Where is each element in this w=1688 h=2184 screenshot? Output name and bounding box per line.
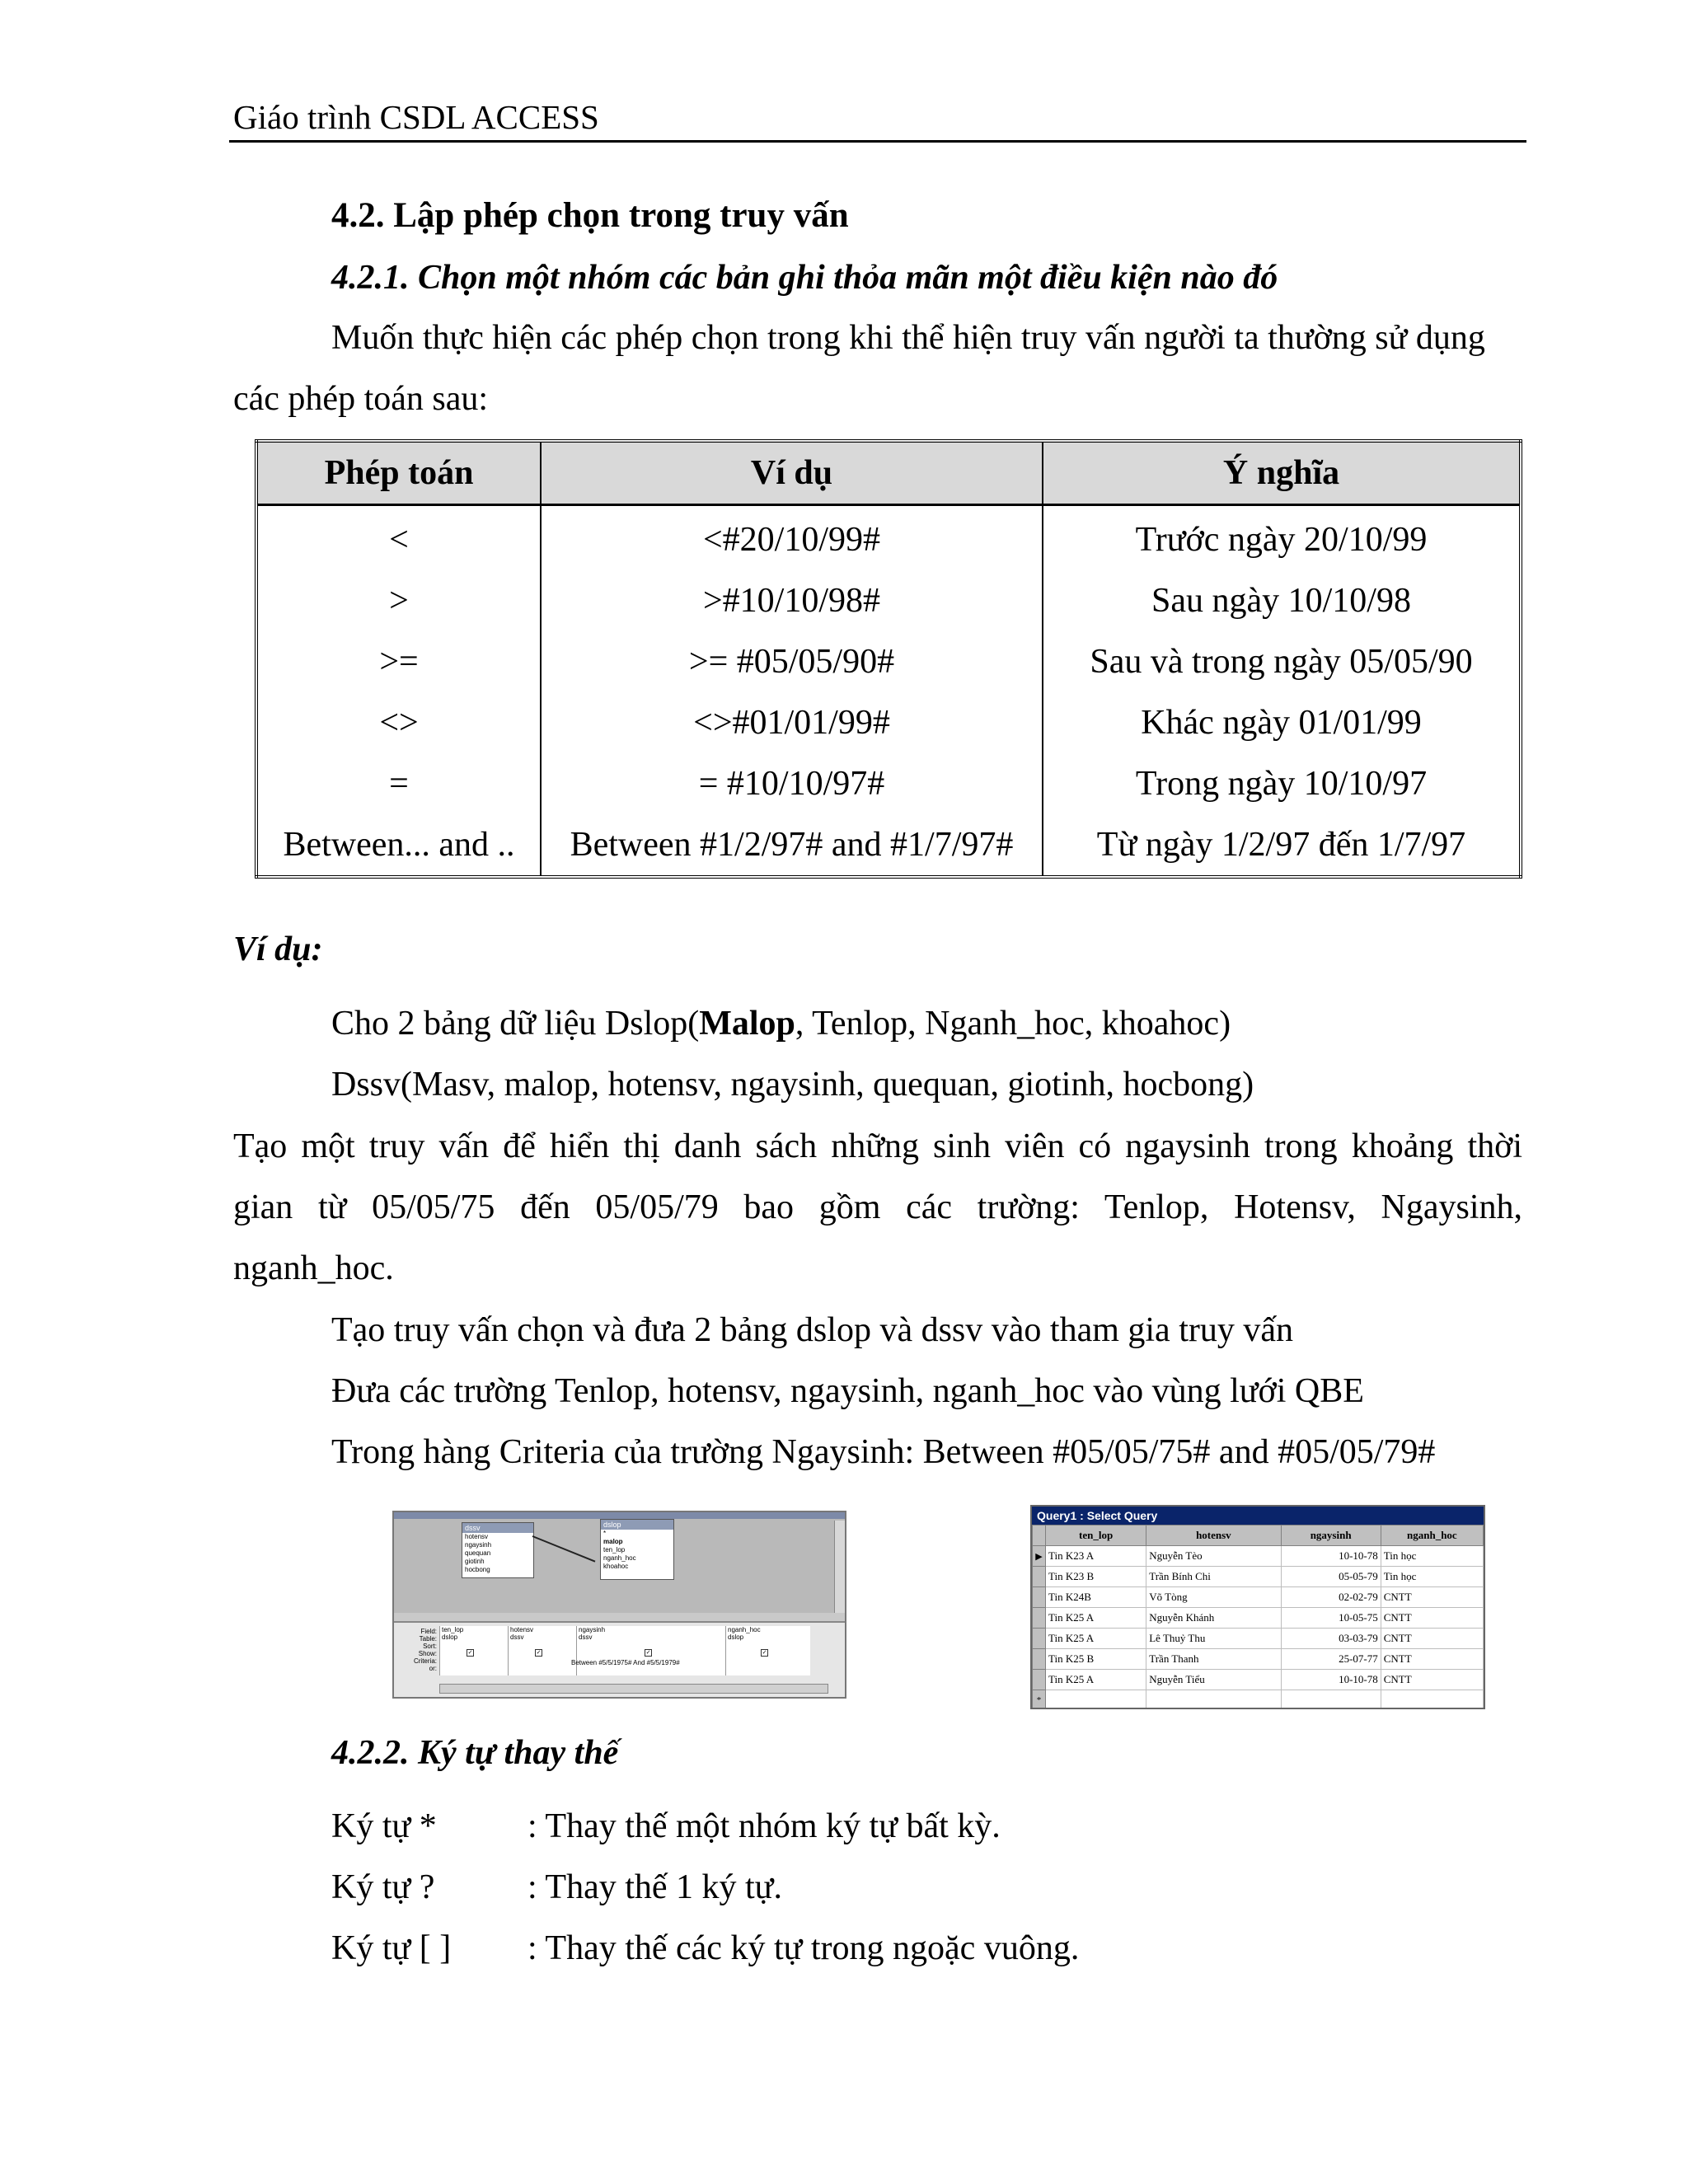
operator-cell: Between... and .. bbox=[256, 814, 541, 877]
record-selector[interactable] bbox=[1033, 1587, 1046, 1608]
query-result-screenshot bbox=[1030, 1505, 1485, 1709]
example-cell: = #10/10/97# bbox=[541, 753, 1043, 814]
cell: Tin học bbox=[1381, 1546, 1483, 1567]
cell: Tin K25 A bbox=[1046, 1608, 1146, 1629]
record-selector[interactable]: ▶ bbox=[1033, 1546, 1046, 1567]
show-checkbox[interactable]: ✓ bbox=[467, 1650, 473, 1656]
field-item: giotinh bbox=[465, 1558, 485, 1565]
table-box-title: dssv bbox=[462, 1523, 533, 1533]
operators-table bbox=[255, 439, 1522, 879]
row-label: Field: bbox=[420, 1628, 437, 1635]
new-record-selector[interactable]: * bbox=[1033, 1690, 1046, 1710]
table-row bbox=[256, 814, 1521, 877]
table-row[interactable] bbox=[1033, 1629, 1484, 1649]
column-header[interactable]: ten_lop bbox=[1046, 1526, 1146, 1546]
cell: Tin K23 A bbox=[1046, 1546, 1146, 1567]
field-item: ngaysinh bbox=[465, 1541, 492, 1549]
task-line-2: gian từ 05/05/75 đến 05/05/79 bao gồm các trường: Tenlop, Hotensv, Ngaysinh, bbox=[233, 1188, 1522, 1226]
cell: 05-05-79 bbox=[1281, 1567, 1381, 1587]
show-checkbox[interactable]: ✓ bbox=[536, 1650, 542, 1656]
operator-cell: < bbox=[256, 505, 541, 571]
example-cell: <#20/10/99# bbox=[541, 505, 1043, 571]
meaning-cell: Sau ngày 10/10/98 bbox=[1151, 582, 1411, 620]
column-header[interactable]: nganh_hoc bbox=[1381, 1526, 1483, 1546]
wildcard-desc: : Thay thế một nhóm ký tự bất kỳ. bbox=[528, 1807, 1001, 1845]
cell: 03-03-79 bbox=[1281, 1629, 1381, 1649]
intro-line-2: các phép toán sau: bbox=[233, 380, 489, 418]
operator-cell: > bbox=[256, 570, 541, 631]
table-row[interactable] bbox=[1033, 1587, 1484, 1608]
result-table bbox=[1032, 1525, 1484, 1709]
criteria-cell[interactable]: Between #5/5/1975# And #5/5/1979# bbox=[571, 1659, 680, 1666]
wildcard-symbol: Ký tự ? bbox=[331, 1868, 435, 1906]
cell: Trần Bính Chi bbox=[1146, 1567, 1281, 1587]
cell: CNTT bbox=[1381, 1587, 1483, 1608]
cell: Tin K25 A bbox=[1046, 1629, 1146, 1649]
cell[interactable] bbox=[1281, 1690, 1381, 1710]
grid-column[interactable] bbox=[439, 1626, 508, 1675]
relationship-line bbox=[532, 1535, 596, 1563]
field-item: * bbox=[603, 1530, 607, 1537]
cell[interactable] bbox=[1146, 1690, 1281, 1710]
table-row bbox=[256, 505, 1521, 571]
table-cell: dslop bbox=[728, 1633, 744, 1641]
cell: CNTT bbox=[1381, 1608, 1483, 1629]
table-row bbox=[256, 692, 1521, 753]
cell: CNTT bbox=[1381, 1649, 1483, 1670]
table-cell: dslop bbox=[442, 1633, 458, 1641]
column-header[interactable]: ngaysinh bbox=[1281, 1526, 1381, 1546]
cell[interactable] bbox=[1381, 1690, 1483, 1710]
header-rule bbox=[229, 140, 1526, 143]
horizontal-scrollbar[interactable] bbox=[439, 1684, 828, 1694]
table-box-title: dslop bbox=[601, 1520, 673, 1530]
result-header-row bbox=[1033, 1526, 1484, 1546]
field-cell: hotensv bbox=[510, 1626, 534, 1633]
page-header: Giáo trình CSDL ACCESS bbox=[233, 98, 599, 136]
table-box-dslop bbox=[600, 1519, 674, 1580]
row-label: Show: bbox=[418, 1650, 437, 1657]
row-label: Table: bbox=[419, 1635, 437, 1643]
cell: Tin K25 B bbox=[1046, 1649, 1146, 1670]
cell: CNTT bbox=[1381, 1670, 1483, 1690]
vertical-scrollbar[interactable] bbox=[834, 1521, 845, 1613]
field-item: quequan bbox=[465, 1549, 491, 1557]
field-item: hocbong bbox=[465, 1566, 490, 1573]
field-item: ten_lop bbox=[603, 1546, 626, 1554]
window-title: Query1 : Select Query bbox=[1032, 1507, 1484, 1525]
task-line-1: Tạo một truy vấn để hiển thị danh sách những sinh viên có ngaysinh trong khoảng thời bbox=[233, 1127, 1522, 1165]
cell: Trần Thanh bbox=[1146, 1649, 1281, 1670]
cell: Tin K25 A bbox=[1046, 1670, 1146, 1690]
cell: 10-10-78 bbox=[1281, 1546, 1381, 1567]
meaning-cell: Sau và trong ngày 05/05/90 bbox=[1090, 643, 1473, 681]
field-cell: ten_lop bbox=[442, 1626, 464, 1633]
task-line-3: nganh_hoc. bbox=[233, 1249, 394, 1287]
section-heading: 4.2. Lập phép chọn trong truy vấn bbox=[331, 196, 849, 235]
operator-cell: >= bbox=[256, 631, 541, 692]
intro-line-1: Muốn thực hiện các phép chọn trong khi thể hiện truy vấn người ta thường sử dụng bbox=[331, 319, 1485, 357]
operator-cell: <> bbox=[256, 692, 541, 753]
column-header: Ý nghĩa bbox=[1043, 441, 1521, 505]
meaning-cell: Khác ngày 01/01/99 bbox=[1141, 704, 1422, 742]
cell: 02-02-79 bbox=[1281, 1587, 1381, 1608]
example-line-1 bbox=[331, 993, 1231, 1054]
example-cell: <>#01/01/99# bbox=[541, 692, 1043, 753]
new-record-row[interactable] bbox=[1033, 1690, 1484, 1710]
wildcard-symbol: Ký tự * bbox=[331, 1807, 437, 1845]
cell: 25-07-77 bbox=[1281, 1649, 1381, 1670]
table-box-dssv bbox=[462, 1522, 534, 1578]
cell: Nguyễn Tiểu bbox=[1146, 1670, 1281, 1690]
meaning-cell: Trước ngày 20/10/99 bbox=[1135, 521, 1428, 559]
cell: CNTT bbox=[1381, 1629, 1483, 1649]
table-header-row bbox=[256, 441, 1521, 505]
subsection-heading: 4.2.1. Chọn một nhóm các bản ghi thỏa mãn một điều kiện nào đó bbox=[331, 259, 1278, 297]
meaning-cell: Từ ngày 1/2/97 đến 1/7/97 bbox=[1096, 826, 1466, 864]
cell: Võ Tòng bbox=[1146, 1587, 1281, 1608]
example-line-1-pre: Cho 2 bảng dữ liệu Dslop( bbox=[331, 1005, 700, 1043]
field-item: malop bbox=[603, 1538, 623, 1545]
table-cell: dssv bbox=[579, 1633, 593, 1641]
window-titlebar bbox=[394, 1512, 845, 1519]
cell: Nguyễn Tèo bbox=[1146, 1546, 1281, 1567]
table-cell: dssv bbox=[510, 1633, 524, 1641]
cell: 10-10-78 bbox=[1281, 1670, 1381, 1690]
record-selector[interactable] bbox=[1033, 1608, 1046, 1629]
table-row[interactable] bbox=[1033, 1567, 1484, 1587]
show-checkbox[interactable]: ✓ bbox=[645, 1650, 651, 1656]
column-header: Ví dụ bbox=[541, 441, 1043, 505]
example-label: Ví dụ: bbox=[233, 930, 323, 968]
wildcard-desc: : Thay thế 1 ký tự. bbox=[528, 1868, 782, 1906]
example-cell: >#10/10/98# bbox=[541, 570, 1043, 631]
grid-column[interactable] bbox=[725, 1626, 810, 1675]
record-selector[interactable] bbox=[1033, 1629, 1046, 1649]
table-row[interactable] bbox=[1033, 1608, 1484, 1629]
row-label: or: bbox=[429, 1665, 437, 1672]
field-item: nganh_hoc bbox=[603, 1554, 636, 1562]
cell: Lê Thuỷ Thu bbox=[1146, 1629, 1281, 1649]
step-2: Đưa các trường Tenlop, hotensv, ngaysinh, nganh_hoc vào vùng lưới QBE bbox=[331, 1372, 1364, 1410]
example-cell: >= #05/05/90# bbox=[541, 631, 1043, 692]
cell[interactable] bbox=[1046, 1690, 1146, 1710]
record-selector[interactable] bbox=[1033, 1567, 1046, 1587]
table-row bbox=[256, 631, 1521, 692]
column-header[interactable]: hotensv bbox=[1146, 1526, 1281, 1546]
table-row bbox=[256, 753, 1521, 814]
record-selector[interactable] bbox=[1033, 1649, 1046, 1670]
table-row[interactable] bbox=[1033, 1649, 1484, 1670]
row-label: Criteria: bbox=[413, 1657, 437, 1665]
record-selector[interactable] bbox=[1033, 1670, 1046, 1690]
show-checkbox[interactable]: ✓ bbox=[762, 1650, 767, 1656]
grid-row-labels bbox=[397, 1628, 437, 1672]
field-item: khoahoc bbox=[603, 1563, 629, 1570]
qbe-design-screenshot bbox=[392, 1511, 846, 1699]
cell: 10-05-75 bbox=[1281, 1608, 1381, 1629]
step-1: Tạo truy vấn chọn và đưa 2 bảng dslop và dssv vào tham gia truy vấn bbox=[331, 1311, 1293, 1349]
step-3: Trong hàng Criteria của trường Ngaysinh: Between #05/05/75# and #05/05/79# bbox=[331, 1433, 1436, 1471]
example-line-2: Dssv(Masv, malop, hotensv, ngaysinh, quequan, giotinh, hocbong) bbox=[331, 1066, 1254, 1104]
field-cell: nganh_hoc bbox=[728, 1626, 761, 1633]
operator-cell: = bbox=[256, 753, 541, 814]
wildcard-symbol: Ký tự [ ] bbox=[331, 1929, 452, 1967]
cell: Nguyễn Khánh bbox=[1146, 1608, 1281, 1629]
wildcard-desc: : Thay thế các ký tự trong ngoặc vuông. bbox=[528, 1929, 1080, 1967]
primary-key-name: Malop bbox=[699, 1005, 795, 1043]
row-label: Sort: bbox=[423, 1643, 437, 1650]
example-cell: Between #1/2/97# and #1/7/97# bbox=[541, 814, 1043, 877]
cell: Tin học bbox=[1381, 1567, 1483, 1587]
table-row bbox=[256, 570, 1521, 631]
grid-column[interactable] bbox=[508, 1626, 576, 1675]
meaning-cell: Trong ngày 10/10/97 bbox=[1135, 765, 1428, 803]
example-line-1-post: , Tenlop, Nganh_hoc, khoahoc) bbox=[795, 1005, 1231, 1043]
field-item: hotensv bbox=[465, 1533, 489, 1540]
cell: Tin K23 B bbox=[1046, 1567, 1146, 1587]
column-header: Phép toán bbox=[256, 441, 541, 505]
field-cell: ngaysinh bbox=[579, 1626, 606, 1633]
wildcards-heading: 4.2.2. Ký tự thay thế bbox=[331, 1734, 619, 1772]
table-pane bbox=[394, 1512, 845, 1613]
cell: Tin K24B bbox=[1046, 1587, 1146, 1608]
qbe-grid bbox=[394, 1621, 845, 1699]
grid-column[interactable] bbox=[576, 1626, 725, 1675]
table-row[interactable] bbox=[1033, 1546, 1484, 1567]
table-row[interactable] bbox=[1033, 1670, 1484, 1690]
